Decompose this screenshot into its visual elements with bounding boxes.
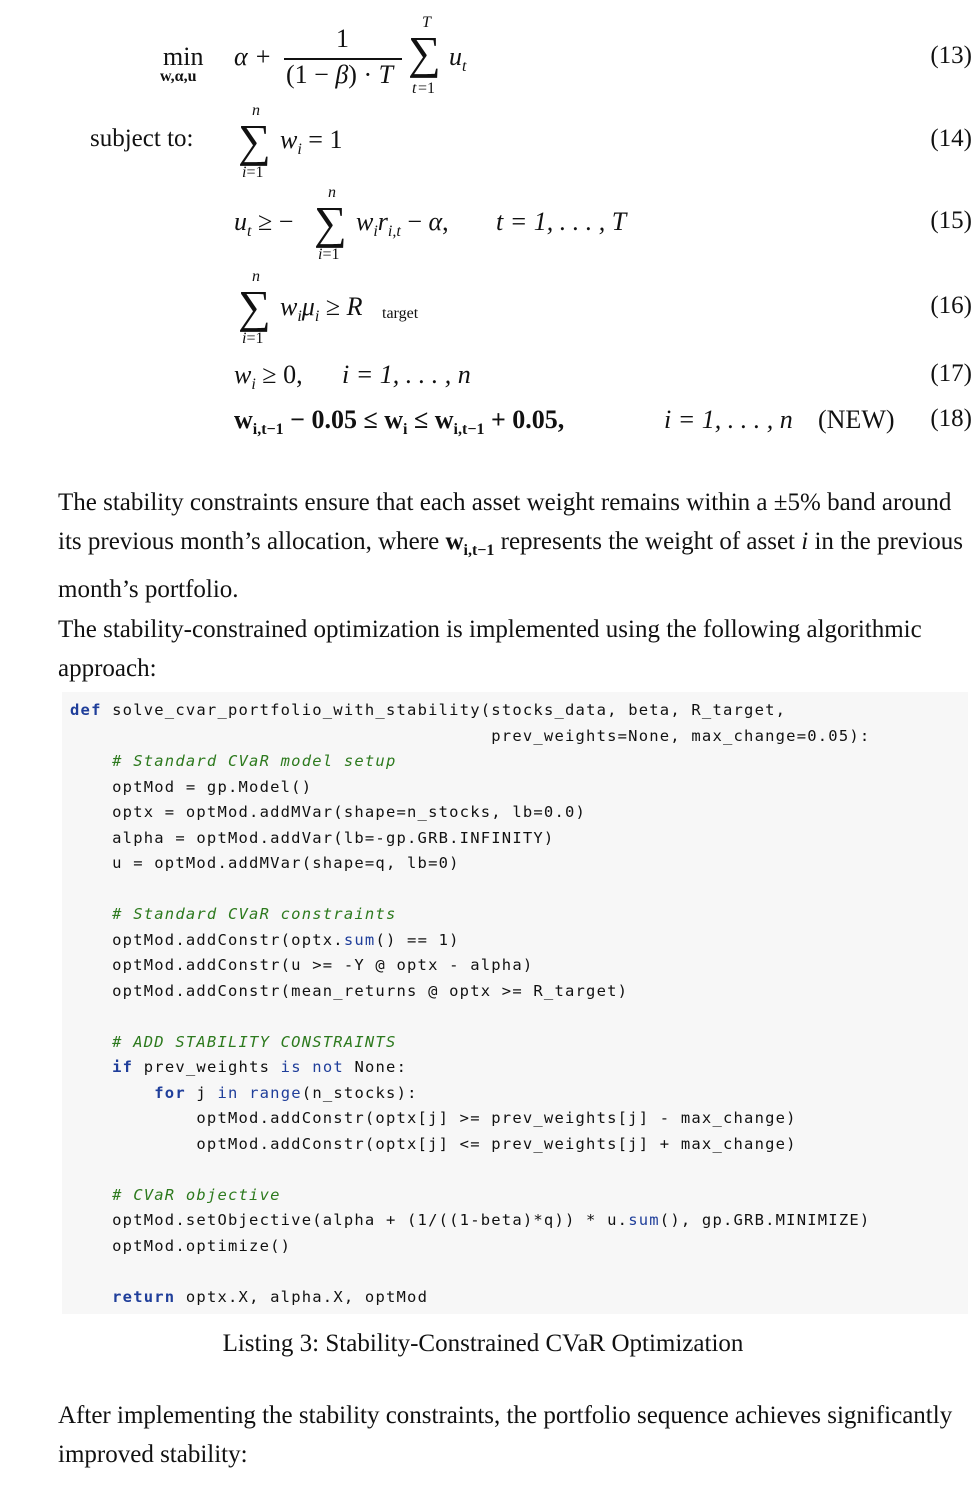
- index-range: i = 1, . . . , n: [664, 405, 793, 434]
- code-line: alpha = optMod.addVar(lb=-gp.GRB.INFINITY): [112, 828, 555, 847]
- equation-15: [0, 182, 978, 263]
- target-subscript: target: [382, 305, 419, 322]
- min-subscript: w,α,u: [160, 68, 197, 85]
- sum-upper: T: [422, 14, 431, 31]
- index-range: i = 1, . . . , n: [342, 360, 471, 389]
- code-line: # Standard CVaR model setup: [112, 752, 397, 770]
- u-t: $u_t$: [449, 42, 467, 76]
- equation-number: (16): [930, 292, 972, 319]
- equation-number: (14): [930, 125, 972, 152]
- code-line: # ADD STABILITY CONSTRAINTS: [112, 1032, 397, 1051]
- min-operator: min: [163, 42, 204, 71]
- paragraph-text: The stability constraints ensure that each asset weight remains within a ±5% band around its previous month’s allocation, where: [58, 489, 952, 555]
- code-line: optMod = gp.Model(): [112, 777, 313, 796]
- constraint-body: $w_i = 1$: [280, 125, 343, 159]
- code-line: for j in range(n_stocks):: [154, 1083, 418, 1102]
- constraint-body: $w_{i,t-1} - 0.05 \le w_i \le w_{i,t-1} + 0.05$,: [234, 405, 565, 439]
- code-line: if prev_weights is not None:: [112, 1058, 408, 1076]
- equation-14: [0, 98, 978, 181]
- code-listing: [62, 692, 968, 1314]
- equation-13: [0, 10, 978, 97]
- sum-lower-eq: =1: [418, 80, 436, 97]
- code-line: prev_weights=None, max_change=0.05):: [491, 726, 871, 745]
- code-line: optx = optMod.addMVar(shape=n_stocks, lb=0.0): [112, 803, 587, 821]
- sum-sign: ∑: [238, 115, 271, 166]
- code-line: optMod.addConstr(optx.sum() == 1): [70, 930, 460, 949]
- code-line: # Standard CVaR constraints: [112, 905, 397, 923]
- prev-weight-symbol: $w_{i,t-1}$: [445, 528, 495, 559]
- fraction-denominator: (1 − β) · T: [286, 60, 394, 89]
- sum-upper: n: [252, 102, 260, 119]
- sum-sign: ∑: [314, 197, 347, 248]
- sum-upper: n: [328, 184, 336, 201]
- index-range: t = 1, . . . , T: [496, 207, 627, 236]
- equation-number: (18): [930, 405, 972, 432]
- paragraph-results: [58, 1396, 974, 1474]
- code-line: optMod.optimize(): [112, 1236, 292, 1255]
- equation-16: [0, 266, 978, 347]
- code-line: # CVaR objective: [112, 1185, 281, 1204]
- sum-sign: ∑: [408, 27, 441, 78]
- paragraph-text: The stability-constrained optimization is implemented using the following algorithmic approach:: [58, 616, 922, 682]
- subject-to-label: subject to:: [90, 125, 194, 152]
- code-line: return optx.X, alpha.X, optMod: [112, 1287, 429, 1306]
- sum-lower: t: [412, 80, 417, 97]
- constraint-lhs: $u_t$ ≥ −: [234, 207, 294, 241]
- code-line: optMod.addConstr(optx[j] >= prev_weights[j] - max_change): [196, 1109, 797, 1127]
- code-line: u = optMod.addMVar(shape=q, lb=0): [112, 854, 460, 872]
- code-line: optMod.addConstr(optx[j] <= prev_weights[j] + max_change): [196, 1134, 797, 1153]
- asset-index-symbol: i: [801, 528, 809, 555]
- code-line: optMod.addConstr(u >= -Y @ optx - alpha): [112, 956, 534, 974]
- code-block: [62, 692, 968, 1310]
- paragraph-text: represents the weight of asset: [494, 528, 802, 555]
- code-line: optMod.addConstr(mean_returns @ optx >= R_target): [112, 981, 629, 1000]
- equation-18: [0, 394, 978, 454]
- paragraph-approach: [58, 610, 974, 688]
- sum-sign: ∑: [238, 281, 271, 332]
- listing-caption: Listing 3: Stability-Constrained CVaR Optimization: [222, 1330, 744, 1357]
- equation-number: (13): [930, 42, 972, 69]
- paragraph-text: in the previous month’s portfolio.: [58, 528, 964, 603]
- new-tag: (NEW): [818, 405, 895, 434]
- sum-upper: n: [252, 268, 260, 285]
- code-line: optMod.setObjective(alpha + (1/((1-beta)*q)) * u.sum(), gp.GRB.MINIMIZE): [70, 1211, 871, 1229]
- equation-number: (17): [930, 360, 972, 387]
- constraint-body: $w_i \ge 0$,: [234, 360, 303, 394]
- fraction-numerator: 1: [336, 24, 349, 53]
- code-line: def solve_cvar_portfolio_with_stability(stocks_data, beta, R_target,: [70, 701, 787, 719]
- equation-number: (15): [930, 207, 972, 234]
- sum-lower: i=1: [242, 330, 264, 347]
- sum-lower: i=1: [318, 246, 340, 263]
- paragraph-stability-description: [58, 483, 974, 609]
- constraint-body: $w_ir_{i,t} - \alpha$,: [356, 207, 449, 241]
- paragraph-text: After implementing the stability constraints, the portfolio sequence achieves significantly improved stability:: [58, 1402, 953, 1468]
- sum-lower: i=1: [242, 164, 264, 181]
- alpha-term: α +: [234, 42, 272, 71]
- constraint-body: $w_i\mu_i \ge R$: [280, 292, 363, 326]
